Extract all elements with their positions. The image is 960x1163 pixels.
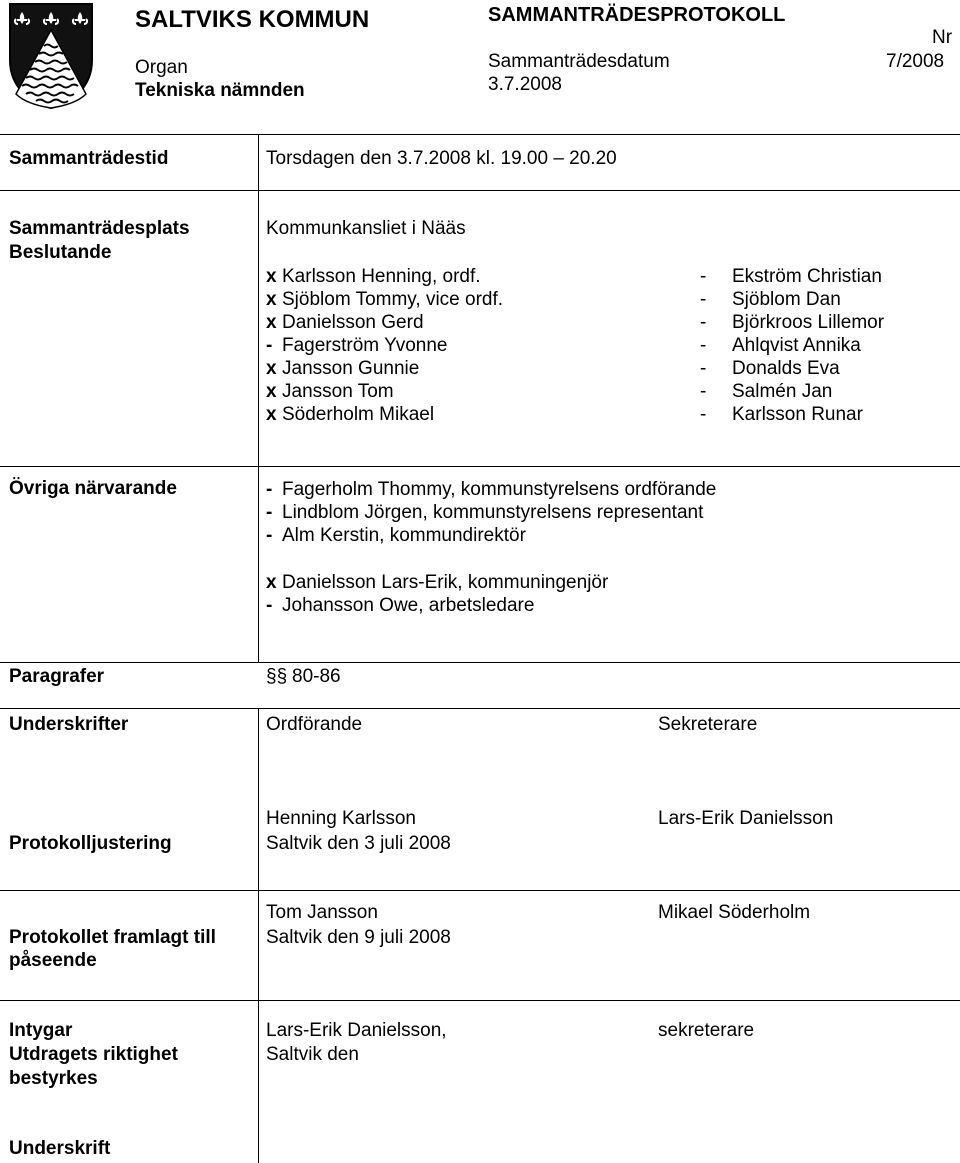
list-item [700, 403, 884, 426]
certificate-name: Lars-Erik Danielsson, [266, 1020, 447, 1041]
person-name: Danielsson Gerd [282, 312, 424, 333]
paragraphs-rule [0, 708, 960, 709]
document-type: SAMMANTRÄDESPROTOKOLL [488, 4, 786, 26]
attendance-mark: - [266, 502, 273, 523]
attendance-mark: x [266, 358, 277, 379]
list-item [700, 288, 884, 311]
person-name: Fagerström Yvonne [282, 335, 448, 356]
meeting-place-value: Kommunkansliet i Nääs [266, 218, 466, 239]
attendance-mark: - [266, 525, 273, 546]
display-label-line2: påseende [9, 950, 97, 971]
display-rule [0, 1000, 960, 1001]
person-name: Sjöblom Dan [732, 289, 841, 310]
attendance-mark: - [266, 479, 273, 500]
person-name: Ekström Christian [732, 266, 882, 287]
others-rule [0, 662, 960, 663]
chair-name: Henning Karlsson [266, 808, 416, 829]
time-rule [0, 190, 960, 191]
attendance-mark: x [266, 289, 277, 310]
person-name: Donalds Eva [732, 358, 840, 379]
person-name: Björkroos Lillemor [732, 312, 885, 333]
paragraphs-value: 80-86 [292, 666, 341, 687]
person-name: Jansson Tom [282, 381, 394, 402]
list-item [266, 524, 716, 547]
adjuster-2-name: Mikael Söderholm [658, 902, 811, 923]
officials-present-list [266, 571, 608, 617]
meeting-date-value: 3.7.2008 [488, 74, 562, 95]
certificate-role: sekreterare [658, 1020, 755, 1041]
adjustment-rule [0, 890, 960, 891]
attendance-mark: - [700, 312, 707, 333]
list-item [266, 594, 608, 617]
person-name: Karlsson Runar [732, 404, 863, 425]
list-item [266, 478, 716, 501]
members-rule [0, 466, 960, 467]
list-item [700, 380, 884, 403]
protocol-number: 7/2008 [886, 51, 945, 72]
adjustment-label: Protokolljustering [9, 833, 172, 854]
list-item [266, 357, 503, 380]
others-present-label: Övriga närvarande [9, 478, 177, 499]
meeting-time-value: Torsdagen den 3.7.2008 kl. 19.00 – 20.20 [266, 148, 617, 169]
certificate-place: Saltvik den [266, 1044, 359, 1065]
list-item [700, 265, 884, 288]
person-name: Alm Kerstin, kommundirektör [282, 525, 526, 546]
attendance-mark: x [266, 312, 277, 333]
attendance-mark: - [266, 335, 273, 356]
person-name: Danielsson Lars-Erik, kommuningenjör [282, 572, 609, 593]
person-name: Sjöblom Tommy, vice ordf. [282, 289, 504, 310]
certificate-label: Intygar [9, 1020, 73, 1041]
others-present-list [266, 478, 716, 547]
list-item [266, 380, 503, 403]
header-rule [0, 134, 960, 135]
secretary-name: Lars-Erik Danielsson [658, 808, 834, 829]
meeting-time-label: Sammanträdestid [9, 148, 169, 169]
column-divider-lower [258, 708, 259, 1163]
person-name: Salmén Jan [732, 381, 833, 402]
certificate-sub-label-line1: Utdragets riktighet [9, 1044, 178, 1065]
display-label-line1: Protokollet framlagt till [9, 927, 216, 948]
chair-label: Ordförande [266, 714, 363, 735]
meeting-date-label: Sammanträdesdatum [488, 51, 670, 72]
members-list [266, 265, 503, 426]
signature-label: Underskrift [9, 1138, 111, 1159]
list-item [266, 311, 503, 334]
person-name: Lindblom Jörgen, kommunstyrelsens representant [282, 502, 704, 523]
list-item [266, 403, 503, 426]
person-name: Jansson Gunnie [282, 358, 420, 379]
list-item [266, 334, 503, 357]
list-item [266, 265, 503, 288]
attendance-mark: x [266, 266, 277, 287]
attendance-mark: - [700, 358, 707, 379]
display-value: Saltvik den 9 juli 2008 [266, 927, 451, 948]
person-name: Ahlqvist Annika [732, 335, 861, 356]
meeting-place-label: Sammanträdesplats [9, 218, 190, 239]
decision-makers-label: Beslutande [9, 242, 112, 263]
secretary-label: Sekreterare [658, 714, 758, 735]
person-name: Fagerholm Thommy, kommunstyrelsens ordförande [282, 479, 717, 500]
substitutes-list [700, 265, 884, 426]
attendance-mark: - [700, 404, 707, 425]
certificate-sub-label-line2: bestyrkes [9, 1068, 98, 1089]
column-divider-upper [258, 134, 259, 662]
municipality-name: SALTVIKS KOMMUN [135, 6, 370, 33]
list-item [700, 357, 884, 380]
attendance-mark: x [266, 404, 277, 425]
paragraph-symbol: §§ [266, 666, 288, 687]
adjuster-1-name: Tom Jansson [266, 902, 378, 923]
list-item [266, 571, 608, 594]
list-item [700, 311, 884, 334]
person-name: Johansson Owe, arbetsledare [282, 595, 535, 616]
organ-value: Tekniska nämnden [135, 80, 305, 101]
attendance-mark: - [266, 595, 273, 616]
attendance-mark: x [266, 572, 277, 593]
signatures-label: Underskrifter [9, 714, 129, 735]
person-name: Söderholm Mikael [282, 404, 435, 425]
list-item [700, 334, 884, 357]
list-item [266, 288, 503, 311]
municipality-crest [8, 2, 94, 110]
adjustment-value: Saltvik den 3 juli 2008 [266, 833, 451, 854]
attendance-mark: - [700, 335, 707, 356]
paragraphs-label: Paragrafer [9, 666, 105, 687]
attendance-mark: - [700, 381, 707, 402]
person-name: Karlsson Henning, ordf. [282, 266, 481, 287]
attendance-mark: - [700, 289, 707, 310]
organ-label: Organ [135, 57, 188, 78]
attendance-mark: x [266, 381, 277, 402]
list-item [266, 501, 716, 524]
attendance-mark: - [700, 266, 707, 287]
nr-label: Nr [932, 27, 953, 48]
